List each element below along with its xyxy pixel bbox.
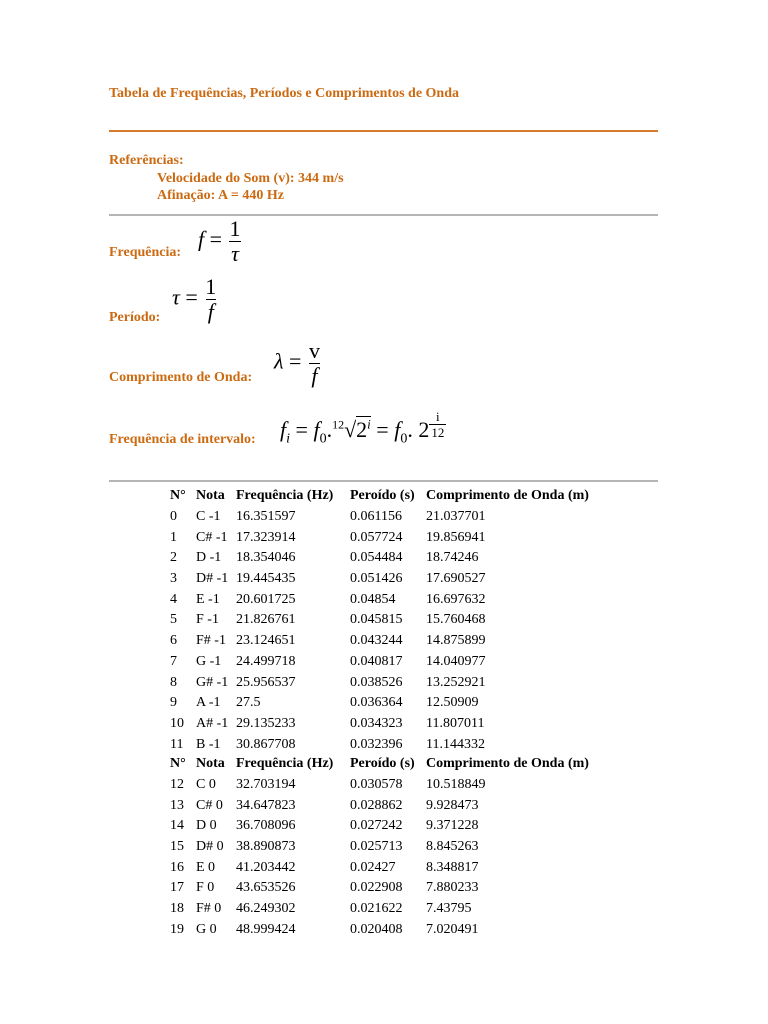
wavelength-formula: λ = $\frac{v}{f}$ [274,338,320,388]
cell-number: 9 [170,695,177,711]
cell-frequency: 25.956537 [236,674,296,690]
cell-frequency: 19.445435 [236,571,296,587]
wavelength-label: Comprimento de Onda: [109,370,253,385]
cell-wavelength: 10.518849 [426,777,486,793]
cell-note: F -1 [196,612,219,628]
cell-wavelength: 7.43795 [426,901,472,917]
period-label: Período: [109,310,161,325]
table-row [170,816,593,837]
table-row [170,878,593,899]
cell-number: 4 [170,591,177,607]
cell-frequency: 24.499718 [236,653,296,669]
cell-period: 0.038526 [350,674,403,690]
cell-period: 0.054484 [350,550,403,566]
cell-number: 2 [170,550,177,566]
col-period-header: Peroído (s) [350,488,415,504]
table-header-row [170,486,593,507]
table-row [170,857,593,878]
table-row [170,734,593,755]
cell-note: G -1 [196,653,222,669]
table-row [170,920,593,941]
cell-number: 19 [170,921,184,937]
cell-wavelength: 16.697632 [426,591,486,607]
cell-frequency: 17.323914 [236,529,296,545]
cell-note: G# -1 [196,674,229,690]
cell-period: 0.045815 [350,612,403,628]
cell-note: F 0 [196,880,215,896]
col-wavelength-header: Comprimento de Onda (m) [426,756,589,772]
gray-divider-top [109,214,658,216]
cell-number: 15 [170,839,184,855]
col-number-header: N° [170,488,186,504]
cell-frequency: 34.647823 [236,797,296,813]
cell-frequency: 46.249302 [236,901,296,917]
cell-period: 0.040817 [350,653,403,669]
cell-note: D 0 [196,818,217,834]
cell-wavelength: 13.252921 [426,674,486,690]
cell-note: C 0 [196,777,216,793]
cell-wavelength: 19.856941 [426,529,486,545]
cell-note: C# 0 [196,797,223,813]
cell-frequency: 20.601725 [236,591,296,607]
cell-note: F# 0 [196,901,222,917]
cell-note: B -1 [196,736,221,752]
table-row [170,527,593,548]
cell-wavelength: 11.807011 [426,715,485,731]
cell-wavelength: 11.144332 [426,736,485,752]
cell-period: 0.030578 [350,777,403,793]
cell-period: 0.051426 [350,571,403,587]
cell-period: 0.061156 [350,509,402,525]
cell-wavelength: 17.690527 [426,571,486,587]
cell-number: 14 [170,818,184,834]
cell-note: E 0 [196,859,216,875]
interval-frequency-formula: $f_i = f_0.^{12}√2^i = f_0$. 2 $^{\frac{i}{12}}$ [280,409,445,447]
cell-frequency: 32.703194 [236,777,296,793]
cell-note: E -1 [196,591,220,607]
col-wavelength-header: Comprimento de Onda (m) [426,488,589,504]
table-row [170,507,593,528]
cell-note: C# -1 [196,529,228,545]
gray-divider-bottom [109,480,658,482]
page-title: Tabela de Frequências, Períodos e Comprimentos de Onda [109,86,460,101]
cell-period: 0.04854 [350,591,396,607]
cell-frequency: 36.708096 [236,818,296,834]
cell-frequency: 29.135233 [236,715,296,731]
cell-period: 0.034323 [350,715,403,731]
cell-frequency: 41.203442 [236,859,296,875]
cell-period: 0.057724 [350,529,403,545]
table-row [170,631,593,652]
cell-number: 11 [170,736,184,752]
cell-note: D# -1 [196,571,229,587]
table-row [170,548,593,569]
cell-period: 0.02427 [350,859,396,875]
table-header-row [170,754,593,775]
cell-number: 0 [170,509,177,525]
cell-number: 5 [170,612,177,628]
table-row [170,569,593,590]
cell-number: 3 [170,571,177,587]
cell-number: 12 [170,777,184,793]
cell-period: 0.021622 [350,901,403,917]
cell-note: C -1 [196,509,221,525]
cell-period: 0.028862 [350,797,403,813]
orange-divider [109,130,658,132]
cell-note: D -1 [196,550,222,566]
cell-number: 10 [170,715,184,731]
table-row [170,693,593,714]
cell-frequency: 18.354046 [236,550,296,566]
cell-note: G 0 [196,921,217,937]
table-row [170,652,593,673]
col-note-header: Nota [196,756,225,772]
cell-wavelength: 8.348817 [426,859,479,875]
table-row [170,714,593,735]
cell-number: 18 [170,901,184,917]
table-row [170,899,593,920]
cell-wavelength: 18.74246 [426,550,479,566]
table-row [170,672,593,693]
cell-wavelength: 7.880233 [426,880,479,896]
cell-number: 13 [170,797,184,813]
cell-period: 0.020408 [350,921,403,937]
cell-period: 0.022908 [350,880,403,896]
col-number-header: N° [170,756,186,772]
cell-wavelength: 9.371228 [426,818,479,834]
period-formula: τ = $\frac{1}{f}$ [172,274,217,324]
cell-number: 6 [170,633,177,649]
col-frequency-header: Frequência (Hz) [236,488,334,504]
cell-frequency: 43.653526 [236,880,296,896]
cell-frequency: 21.826761 [236,612,296,628]
cell-frequency: 16.351597 [236,509,296,525]
cell-period: 0.025713 [350,839,403,855]
cell-wavelength: 9.928473 [426,797,479,813]
col-note-header: Nota [196,488,225,504]
table-row [170,837,593,858]
cell-frequency: 30.867708 [236,736,296,752]
cell-period: 0.032396 [350,736,403,752]
cell-wavelength: 14.875899 [426,633,486,649]
cell-wavelength: 7.020491 [426,921,479,937]
cell-number: 16 [170,859,184,875]
cell-note: F# -1 [196,633,226,649]
cell-number: 1 [170,529,177,545]
cell-note: A -1 [196,695,221,711]
cell-number: 8 [170,674,177,690]
cell-note: A# -1 [196,715,229,731]
cell-frequency: 23.124651 [236,633,296,649]
cell-frequency: 38.890873 [236,839,296,855]
col-frequency-header: Frequência (Hz) [236,756,334,772]
table-row [170,610,593,631]
sound-speed-reference: Velocidade do Som (v): 344 m/s [157,171,344,186]
table-row [170,795,593,816]
cell-number: 17 [170,880,184,896]
frequency-table-1 [170,486,593,755]
cell-note: D# 0 [196,839,224,855]
cell-frequency: 27.5 [236,695,261,711]
cell-wavelength: 14.040977 [426,653,486,669]
col-period-header: Peroído (s) [350,756,415,772]
cell-number: 7 [170,653,177,669]
frequency-label: Frequência: [109,245,182,260]
table-row [170,775,593,796]
interval-frequency-label: Frequência de intervalo: [109,432,256,447]
frequency-formula: f = $\frac{1}{\tau}$ [198,216,241,266]
cell-period: 0.027242 [350,818,403,834]
frequency-table-2 [170,754,593,940]
cell-period: 0.036364 [350,695,403,711]
tuning-reference: Afinação: A = 440 Hz [157,188,284,203]
cell-period: 0.043244 [350,633,403,649]
table-row [170,589,593,610]
cell-wavelength: 15.760468 [426,612,486,628]
cell-frequency: 48.999424 [236,921,296,937]
references-label: Referências: [109,153,184,168]
cell-wavelength: 12.50909 [426,695,479,711]
cell-wavelength: 21.037701 [426,509,486,525]
cell-wavelength: 8.845263 [426,839,479,855]
